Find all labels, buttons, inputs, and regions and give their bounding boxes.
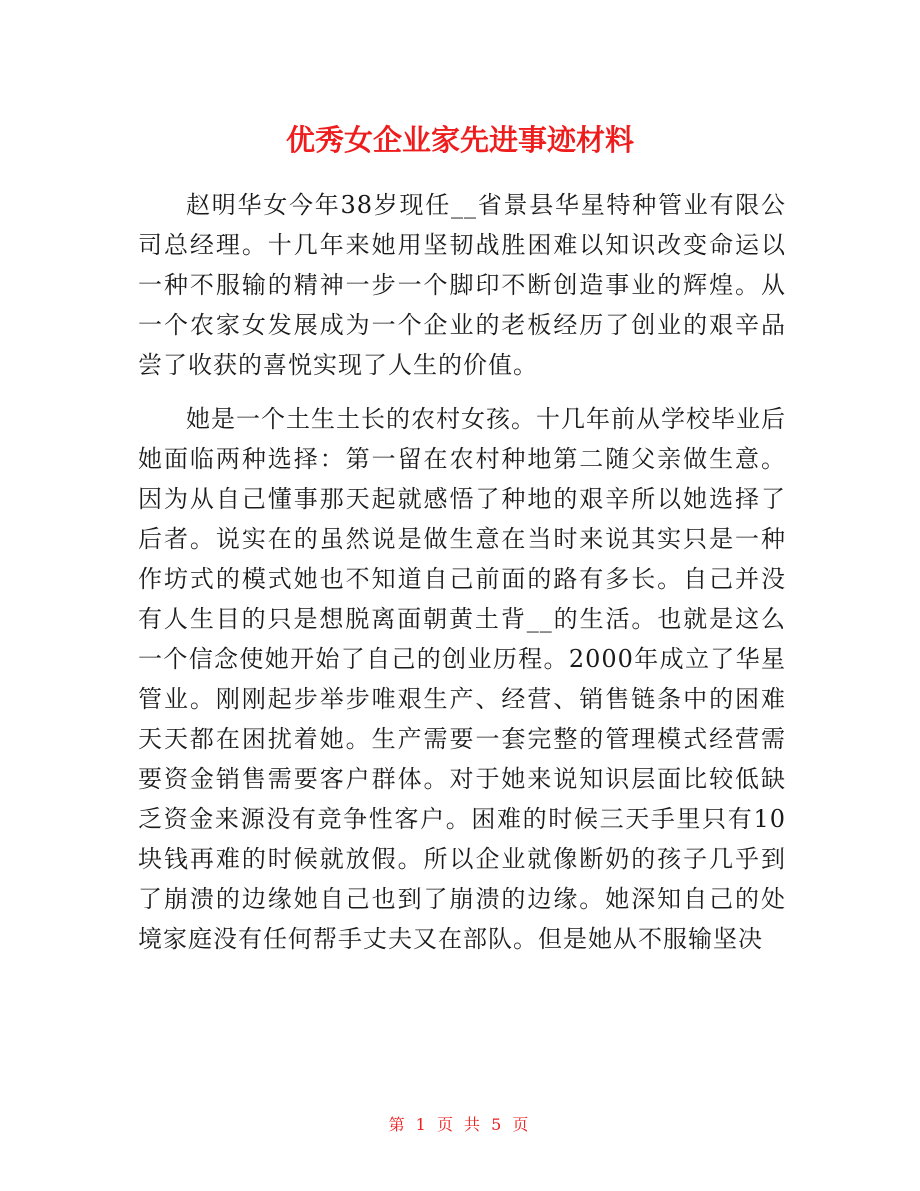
paragraph-1: 赵明华女今年38岁现任__省景县华星特种管业有限公司总经理。十几年来她用坚韧战胜困难以知识改变命运以一种不服输的精神一步一个脚印不断创造事业的辉煌。从一个农家女发展成为一个企业的老板经历了创业的艰辛品尝了收获的喜悦实现了人生的价值。 bbox=[138, 191, 786, 379]
paragraph-2: 她是一个土生土长的农村女孩。十几年前从学校毕业后她面临两种选择：第一留在农村种地第二随父亲做生意。因为从自己懂事那天起就感悟了种地的艰辛所以她选择了后者。说实在的虽然说是做生意在当时来说其实只是一种作坊式的模式她也不知道自己前面的路有多长。自己并没有人生目的只是想脱离面朝黄土背__的生活。也就是这么一个信念使她开始了自己的创业历程。2000年成立了华星管业。刚刚起步举步唯艰生产、经营、销售链条中的困难天天都在困扰着她。生产需要一套完整的管理模式经营需要资金销售需要客户群体。对于她来说知识层面比较低缺乏资金来源没有竞争性客户。困难的时候三天手里只有10块钱再难的时候就放假。所以企业就像断奶的孩子几乎到了崩溃的边缘她自己也到了崩溃的边缘。她深知自己的处境家庭没有任何帮手丈夫又在部队。但是她从不服输坚决 bbox=[138, 405, 786, 953]
document-body bbox=[138, 185, 786, 959]
page-number-footer: 第 1 页 共 5 页 bbox=[388, 1115, 532, 1134]
document-title: 优秀女企业家先进事迹材料 bbox=[285, 123, 634, 157]
